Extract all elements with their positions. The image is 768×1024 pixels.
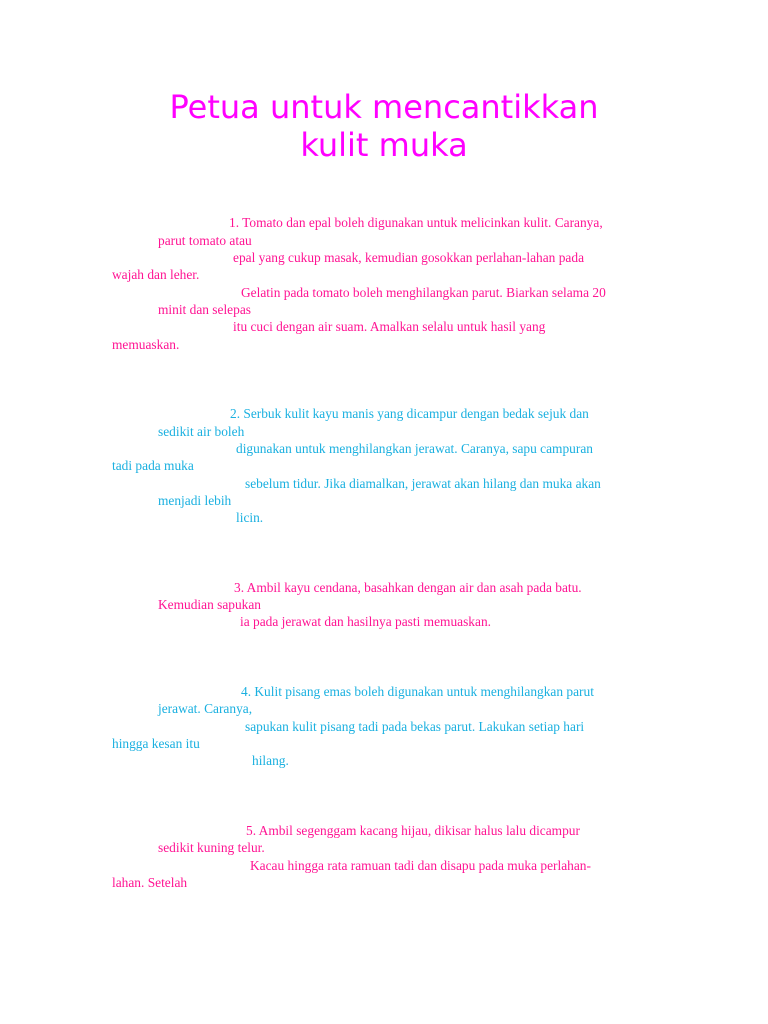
tip-1-line-7: itu cuci dengan air suam. Amalkan selalu untuk hasil yang <box>233 319 546 334</box>
tip-4-line-2: jerawat. Caranya, <box>158 701 253 716</box>
tip-2-line-4: tadi pada muka <box>112 458 194 473</box>
title-line-1: Petua untuk mencantikkan <box>169 88 599 126</box>
tip-1-line-3: epal yang cukup masak, kemudian gosokkan perlahan-lahan pada <box>233 250 585 265</box>
tip-4-line-1: 4. Kulit pisang emas boleh digunakan untuk menghilangkan parut <box>241 684 594 699</box>
tip-4-line-3: sapukan kulit pisang tadi pada bekas parut. Lakukan setiap hari <box>245 719 585 734</box>
tip-5-line-2: sedikit kuning telur. <box>158 840 265 855</box>
tip-5-line-3: Kacau hingga rata ramuan tadi dan disapu pada muka perlahan- <box>250 858 591 873</box>
tip-1-line-2: parut tomato atau <box>158 233 252 248</box>
tip-2-line-6: menjadi lebih <box>158 493 232 508</box>
tip-5-line-1: 5. Ambil segenggam kacang hijau, dikisar halus lalu dicampur <box>246 823 580 838</box>
tip-1-line-8: memuaskan. <box>112 337 180 352</box>
tip-1-line-5: Gelatin pada tomato boleh menghilangkan parut. Biarkan selama 20 <box>241 285 606 300</box>
tip-4-line-4: hingga kesan itu <box>112 736 200 751</box>
tip-3-line-1: 3. Ambil kayu cendana, basahkan dengan air dan asah pada batu. <box>234 580 582 595</box>
tip-2-line-1: 2. Serbuk kulit kayu manis yang dicampur dengan bedak sejuk dan <box>230 406 589 421</box>
tip-2-line-3: digunakan untuk menghilangkan jerawat. Caranya, sapu campuran <box>236 441 593 456</box>
tip-2-line-5: sebelum tidur. Jika diamalkan, jerawat akan hilang dan muka akan <box>245 476 601 491</box>
tip-1-line-1: 1. Tomato dan epal boleh digunakan untuk melicinkan kulit. Caranya, <box>229 215 603 230</box>
tip-5-line-4: lahan. Setelah <box>112 875 188 890</box>
page-title <box>0 88 768 164</box>
tip-2-line-2: sedikit air boleh <box>158 424 245 439</box>
title-line-2: kulit muka <box>300 126 468 164</box>
tip-2-line-7: licin. <box>236 510 264 525</box>
tip-1-line-6: minit dan selepas <box>158 302 251 317</box>
tip-1-line-4: wajah dan leher. <box>112 267 200 282</box>
tip-3-line-3: ia pada jerawat dan hasilnya pasti memuaskan. <box>240 614 491 629</box>
tip-3-line-2: Kemudian sapukan <box>158 597 262 612</box>
tip-4-line-5: hilang. <box>252 753 289 768</box>
